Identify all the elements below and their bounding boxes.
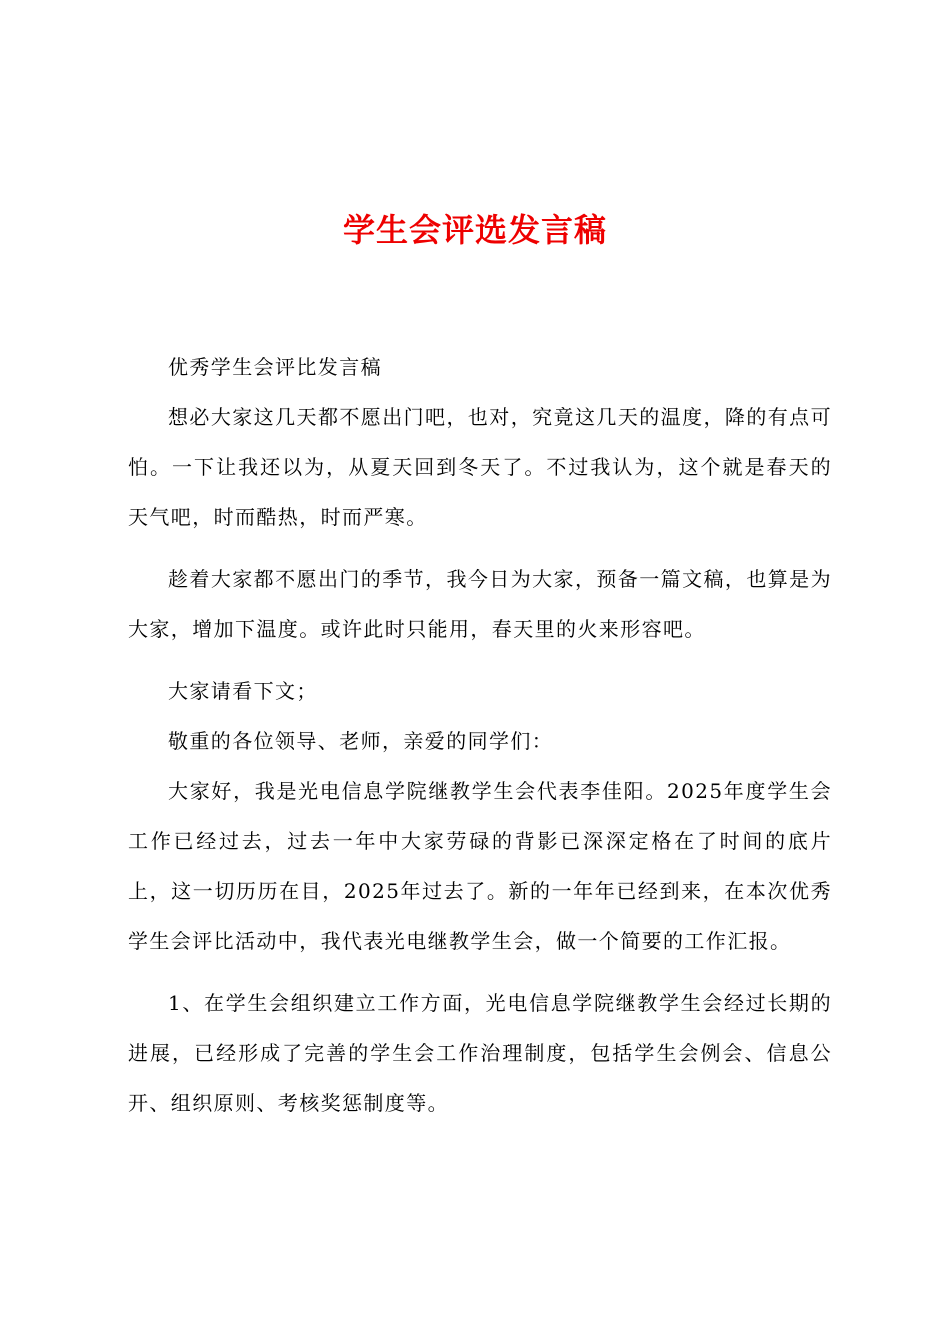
paragraph-point-1: 1、在学生会组织建立工作方面，光电信息学院继教学生会经过长期的进展，已经形成了完善的学生会工作治理制度，包括学生会例会、信息公开、组织原则、考核奖惩制度等。 [128,991,832,1115]
paragraph-see-below: 大家请看下文； [168,679,318,703]
paragraph-salutation: 敬重的各位领导、老师，亲爱的同学们： [168,729,554,753]
paragraph-preface: 趁着大家都不愿出门的季节，我今日为大家，预备一篇文稿，也算是为大家，增加下温度。或许此时只能用，春天里的火来形容吧。 [128,567,832,641]
document-title: 学生会评选发言稿 [342,211,607,249]
document-body [128,342,832,1140]
paragraph-intro: 想必大家这几天都不愿出门吧，也对，究竟这几天的温度，降的有点可怕。一下让我还以为，从夏天回到冬天了。不过我认为，这个就是春天的天气吧，时而酷热，时而严寒。 [128,405,832,529]
paragraph-introduction-speech: 大家好，我是光电信息学院继教学生会代表李佳阳。2025年度学生会工作已经过去，过去一年中大家劳碌的背影已深深定格在了时间的底片上，这一切历历在目，2025年过去了。新的一年年已经到来，在本次优秀学生会评比活动中，我代表光电继教学生会，做一个简要的工作汇报。 [128,779,832,953]
paragraph-subtitle: 优秀学生会评比发言稿 [168,355,382,379]
